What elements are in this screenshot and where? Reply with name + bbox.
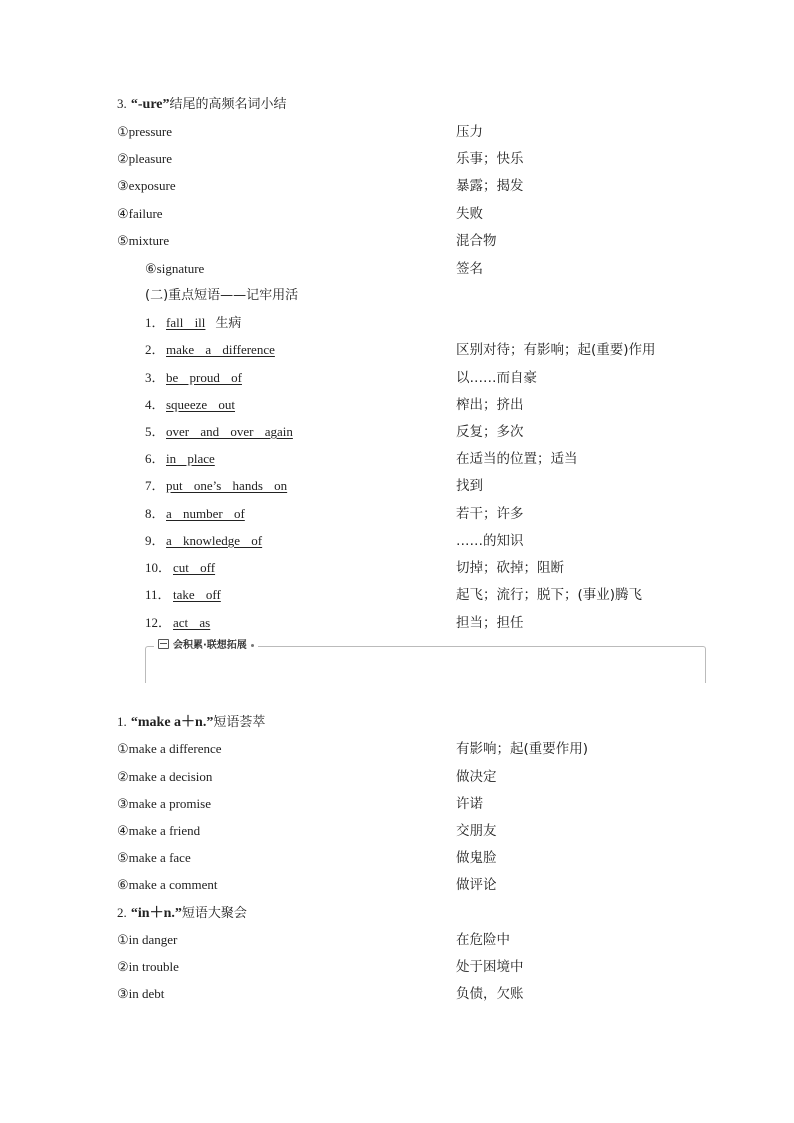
phrase-row: 1． fall ill 生病 [145, 315, 242, 331]
list-item: ④make a friend 交朋友 [117, 823, 497, 839]
list-item: ②in trouble 处于困境中 [117, 959, 524, 975]
notebook-icon [158, 639, 169, 649]
phrase-row: 9． a knowledge of ……的知识 [145, 533, 524, 549]
phrases-heading: (二)重点短语——记牢用活 [145, 288, 299, 303]
list-item: ③in debt 负债，欠账 [117, 986, 524, 1002]
phrase-row: 2． make a difference 区别对待；有影响；起(重要)作用 [145, 342, 656, 358]
list-item: ①in danger 在危险中 [117, 932, 510, 948]
list-item: ③exposure 暴露；揭发 [117, 178, 524, 194]
list-item: ①pressure 压力 [117, 124, 483, 140]
list-item: ②pleasure 乐事；快乐 [117, 151, 524, 167]
list-item: ④failure 失败 [117, 206, 483, 222]
phrase-row: 8． a number of 若干；许多 [145, 506, 524, 522]
phrase-row: 3． be proud of 以……而自豪 [145, 370, 537, 386]
phrase-row: 4． squeeze out 榨出；挤出 [145, 397, 524, 413]
phrase-row: 11． take off 起飞；流行；脱下；(事业)腾飞 [145, 587, 643, 603]
phrase-row: 10． cut off 切掉；砍掉；阻断 [145, 560, 564, 576]
list-item: ①make a difference 有影响；起(重要作用) [117, 741, 589, 757]
phrase-row: 6． in place 在适当的位置；适当 [145, 451, 578, 467]
list-item: ⑥signature 签名 [145, 261, 483, 277]
list-item: ⑤make a face 做鬼脸 [117, 850, 497, 866]
list-item: ②make a decision 做决定 [117, 769, 497, 785]
list-item: ⑤mixture 混合物 [117, 233, 497, 249]
phrase-row: 12． act as 担当；担任 [145, 615, 524, 631]
list-item: ⑥make a comment 做评论 [117, 877, 497, 893]
expansion-box-label: 会积累·联想拓展 [154, 638, 258, 654]
section-title-ure: 3. “-ure”结尾的高频名词小结 [117, 96, 287, 112]
list-item: ③make a promise 许诺 [117, 796, 483, 812]
section-title-in: 2. “in＋n.”短语大聚会 [117, 905, 247, 921]
section-title-make: 1. “make a＋n.”短语荟萃 [117, 714, 266, 730]
dot-icon [251, 644, 254, 647]
phrase-row: 7． put one’s hands on 找到 [145, 478, 483, 494]
phrase-row: 5． over and over again 反复；多次 [145, 424, 524, 440]
